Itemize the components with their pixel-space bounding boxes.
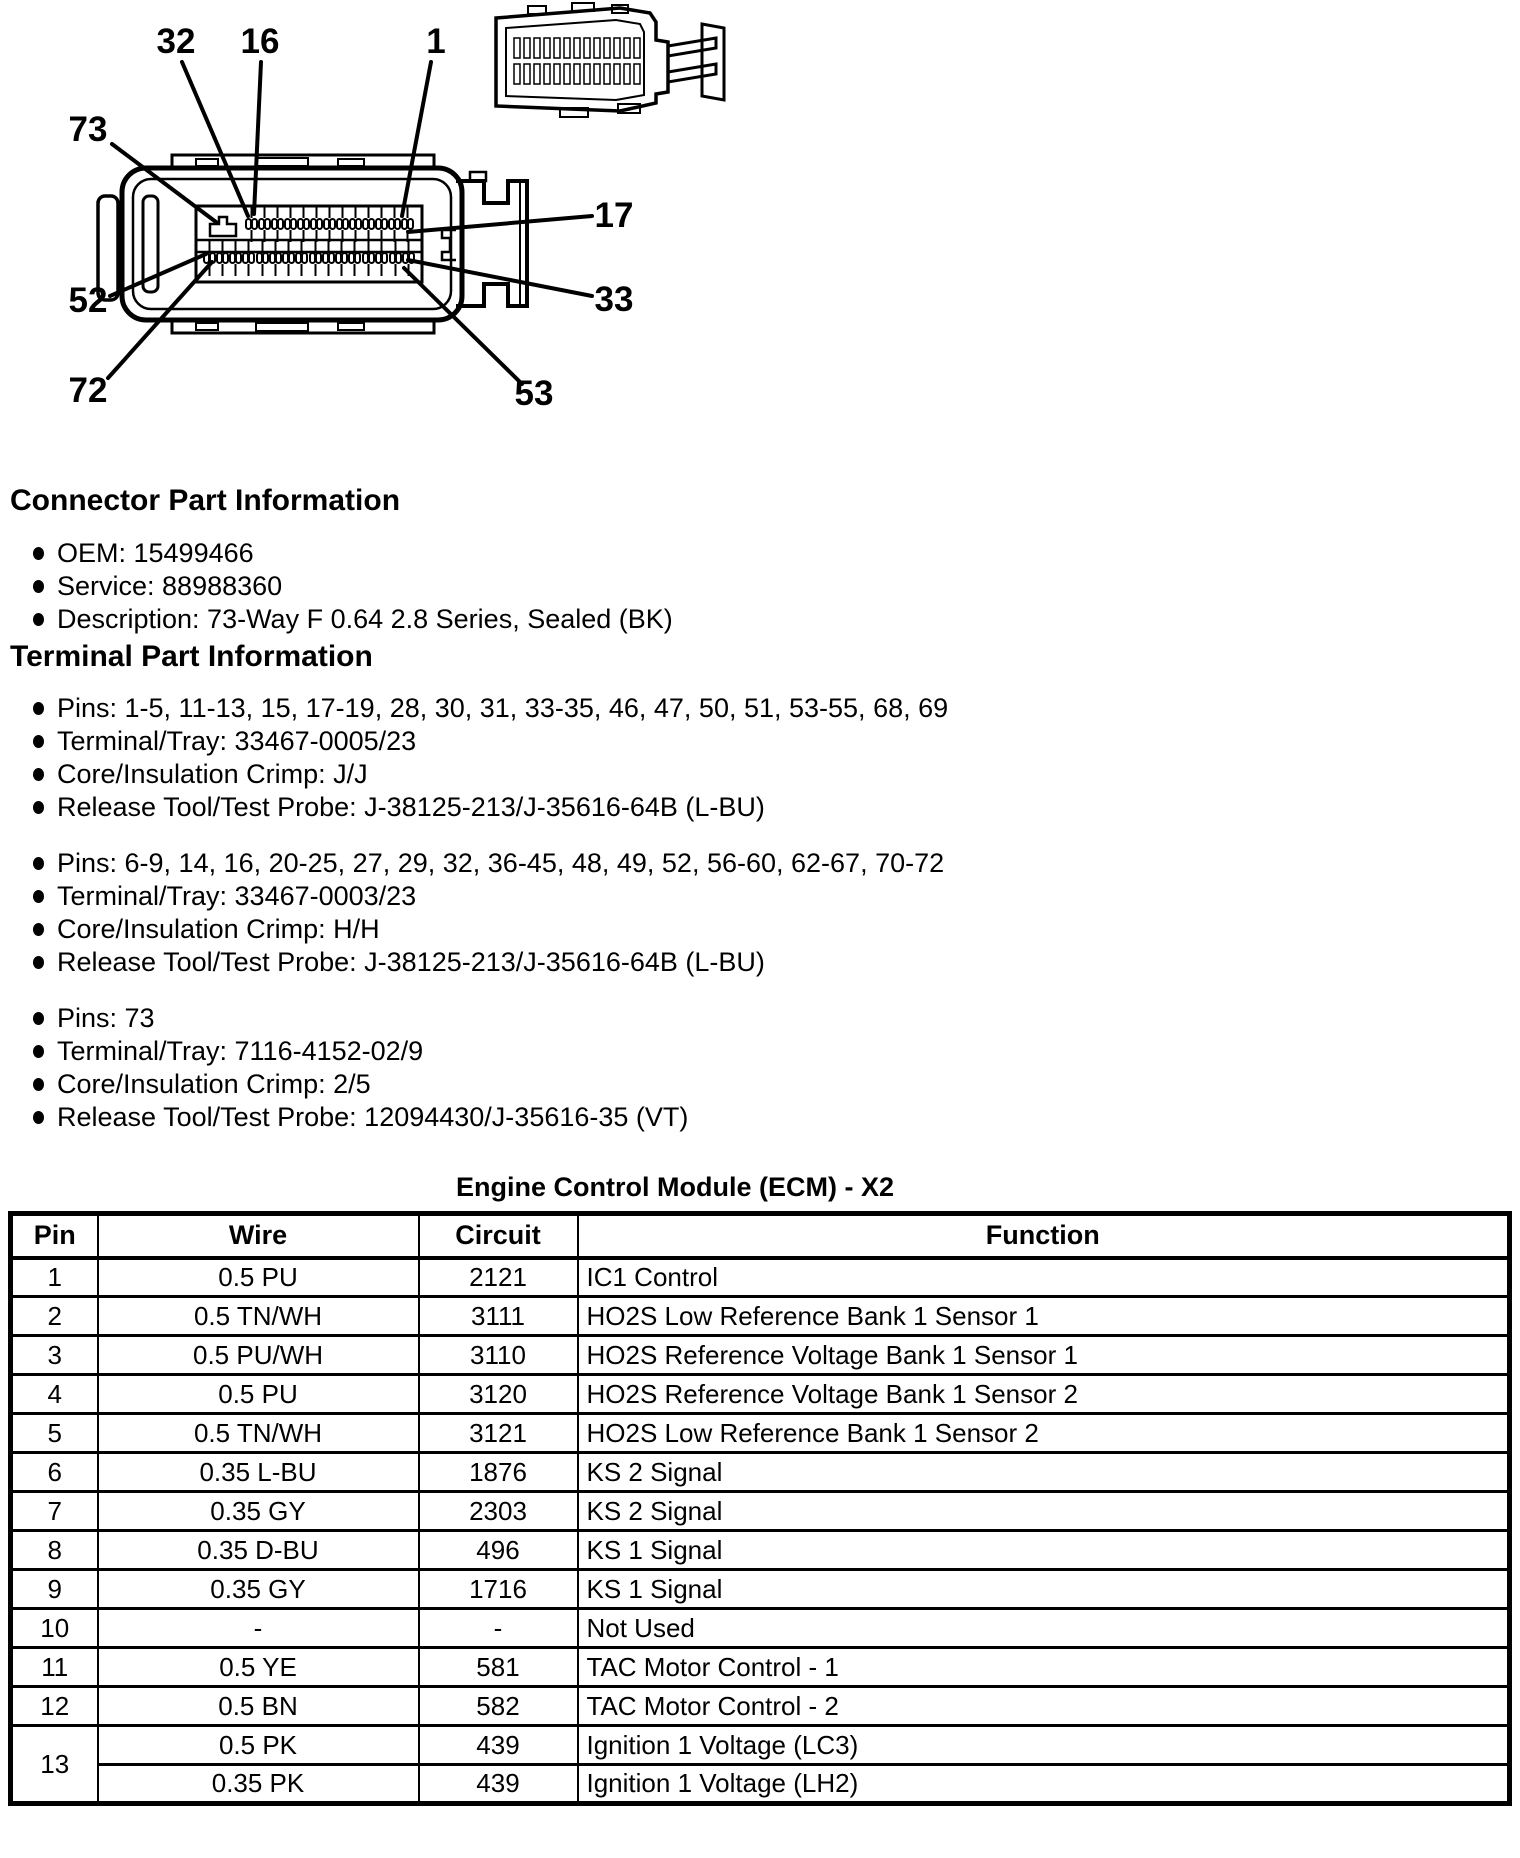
cell-wire: 0.5 PU: [98, 1258, 419, 1297]
table-row: [11, 1609, 1510, 1648]
list-item: Description: 73-Way F 0.64 2.8 Series, Sealed (BK): [0, 603, 1500, 636]
list-item: Core/Insulation Crimp: J/J: [0, 758, 1500, 791]
cell-circuit: -: [419, 1609, 578, 1648]
table-row: [11, 1765, 1510, 1804]
cell-function: KS 1 Signal: [578, 1570, 1510, 1609]
col-header-pin: Pin: [11, 1214, 98, 1258]
ecm-pinout-table: [8, 1211, 1512, 1806]
cell-function: Ignition 1 Voltage (LH2): [578, 1765, 1510, 1804]
table-row: [11, 1492, 1510, 1531]
cell-function: HO2S Low Reference Bank 1 Sensor 2: [578, 1414, 1510, 1453]
cell-pin: 8: [11, 1531, 98, 1570]
col-header-function: Function: [578, 1214, 1510, 1258]
cell-function: TAC Motor Control - 2: [578, 1687, 1510, 1726]
cell-circuit: 3110: [419, 1336, 578, 1375]
table-row: [11, 1414, 1510, 1453]
terminal-group-3: [0, 1002, 1500, 1134]
cell-circuit: 2121: [419, 1258, 578, 1297]
cell-circuit: 1716: [419, 1570, 578, 1609]
list-item: Pins: 1-5, 11-13, 15, 17-19, 28, 30, 31, 33-35, 46, 47, 50, 51, 53-55, 68, 69: [0, 692, 1500, 725]
terminal-part-info-heading: Terminal Part Information: [10, 640, 373, 673]
list-item: Release Tool/Test Probe: 12094430/J-35616-35 (VT): [0, 1101, 1500, 1134]
list-item: Release Tool/Test Probe: J-38125-213/J-35616-64B (L-BU): [0, 791, 1500, 824]
cell-pin: 6: [11, 1453, 98, 1492]
cell-wire: 0.5 TN/WH: [98, 1414, 419, 1453]
table-row: [11, 1258, 1510, 1297]
cell-wire: 0.5 PU/WH: [98, 1336, 419, 1375]
cell-pin: 12: [11, 1687, 98, 1726]
pin-slots: [514, 38, 640, 84]
connector-3d-view: [496, 3, 724, 117]
callout-73: 73: [68, 110, 108, 149]
cell-pin: 10: [11, 1609, 98, 1648]
cell-pin: 13: [11, 1726, 98, 1804]
cell-circuit: 439: [419, 1765, 578, 1804]
callout-53: 53: [514, 374, 554, 413]
callout-72: 72: [68, 371, 108, 410]
cell-function: Ignition 1 Voltage (LC3): [578, 1726, 1510, 1765]
table-row: [11, 1531, 1510, 1570]
table-row: [11, 1726, 1510, 1765]
terminal-group-1: [0, 692, 1500, 824]
connector-part-info-list: [0, 537, 1500, 636]
callout-33: 33: [594, 280, 634, 319]
list-item: OEM: 15499466: [0, 537, 1500, 570]
cell-pin: 1: [11, 1258, 98, 1297]
header-row: [11, 1214, 1510, 1258]
list-item: Terminal/Tray: 7116-4152-02/9: [0, 1035, 1500, 1068]
list-item: Service: 88988360: [0, 570, 1500, 603]
table-row: [11, 1375, 1510, 1414]
cell-pin: 5: [11, 1414, 98, 1453]
cell-function: KS 2 Signal: [578, 1492, 1510, 1531]
list-item: Core/Insulation Crimp: 2/5: [0, 1068, 1500, 1101]
cell-wire: 0.35 L-BU: [98, 1453, 419, 1492]
list-item: Core/Insulation Crimp: H/H: [0, 913, 1500, 946]
cell-function: KS 2 Signal: [578, 1453, 1510, 1492]
list-item: Pins: 73: [0, 1002, 1500, 1035]
cell-wire: 0.5 PK: [98, 1726, 419, 1765]
cell-function: KS 1 Signal: [578, 1531, 1510, 1570]
col-header-circuit: Circuit: [419, 1214, 578, 1258]
col-header-wire: Wire: [98, 1214, 419, 1258]
connector-diagram: [0, 0, 1520, 470]
list-item: Terminal/Tray: 33467-0003/23: [0, 880, 1500, 913]
cell-wire: 0.5 YE: [98, 1648, 419, 1687]
cell-wire: 0.5 BN: [98, 1687, 419, 1726]
table-row: [11, 1570, 1510, 1609]
callout-1: 1: [426, 22, 446, 61]
cell-pin: 4: [11, 1375, 98, 1414]
callout-16: 16: [240, 22, 280, 61]
cell-function: HO2S Reference Voltage Bank 1 Sensor 2: [578, 1375, 1510, 1414]
callout-17: 17: [594, 196, 634, 235]
cell-pin: 3: [11, 1336, 98, 1375]
cell-function: IC1 Control: [578, 1258, 1510, 1297]
callout-52: 52: [68, 281, 108, 320]
terminal-row-top: [246, 206, 413, 242]
callout-32: 32: [156, 22, 196, 61]
table-row: [11, 1648, 1510, 1687]
cell-circuit: 3121: [419, 1414, 578, 1453]
cell-circuit: 3120: [419, 1375, 578, 1414]
table-row: [11, 1336, 1510, 1375]
cell-wire: 0.35 GY: [98, 1570, 419, 1609]
cell-function: HO2S Reference Voltage Bank 1 Sensor 1: [578, 1336, 1510, 1375]
cell-circuit: 3111: [419, 1297, 578, 1336]
cell-circuit: 582: [419, 1687, 578, 1726]
cell-circuit: 2303: [419, 1492, 578, 1531]
cell-function: Not Used: [578, 1609, 1510, 1648]
cell-circuit: 496: [419, 1531, 578, 1570]
connector-part-info-heading: Connector Part Information: [10, 484, 401, 517]
cell-pin: 9: [11, 1570, 98, 1609]
cell-wire: 0.35 PK: [98, 1765, 419, 1804]
cell-pin: 2: [11, 1297, 98, 1336]
table-row: [11, 1687, 1510, 1726]
cell-circuit: 581: [419, 1648, 578, 1687]
cell-pin: 7: [11, 1492, 98, 1531]
cell-wire: -: [98, 1609, 419, 1648]
cell-wire: 0.35 GY: [98, 1492, 419, 1531]
cell-circuit: 439: [419, 1726, 578, 1765]
cell-function: TAC Motor Control - 1: [578, 1648, 1510, 1687]
cell-wire: 0.35 D-BU: [98, 1531, 419, 1570]
table-row: [11, 1297, 1510, 1336]
cell-wire: 0.5 PU: [98, 1375, 419, 1414]
table-row: [11, 1453, 1510, 1492]
list-item: Release Tool/Test Probe: J-38125-213/J-35616-64B (L-BU): [0, 946, 1500, 979]
cell-circuit: 1876: [419, 1453, 578, 1492]
terminal-row-bottom: [204, 240, 414, 276]
list-item: Terminal/Tray: 33467-0005/23: [0, 725, 1500, 758]
list-item: Pins: 6-9, 14, 16, 20-25, 27, 29, 32, 36-45, 48, 49, 52, 56-60, 62-67, 70-72: [0, 847, 1500, 880]
cell-pin: 11: [11, 1648, 98, 1687]
cell-function: HO2S Low Reference Bank 1 Sensor 1: [578, 1297, 1510, 1336]
terminal-group-2: [0, 847, 1500, 979]
table-title: Engine Control Module (ECM) - X2: [456, 1172, 894, 1202]
cell-wire: 0.5 TN/WH: [98, 1297, 419, 1336]
